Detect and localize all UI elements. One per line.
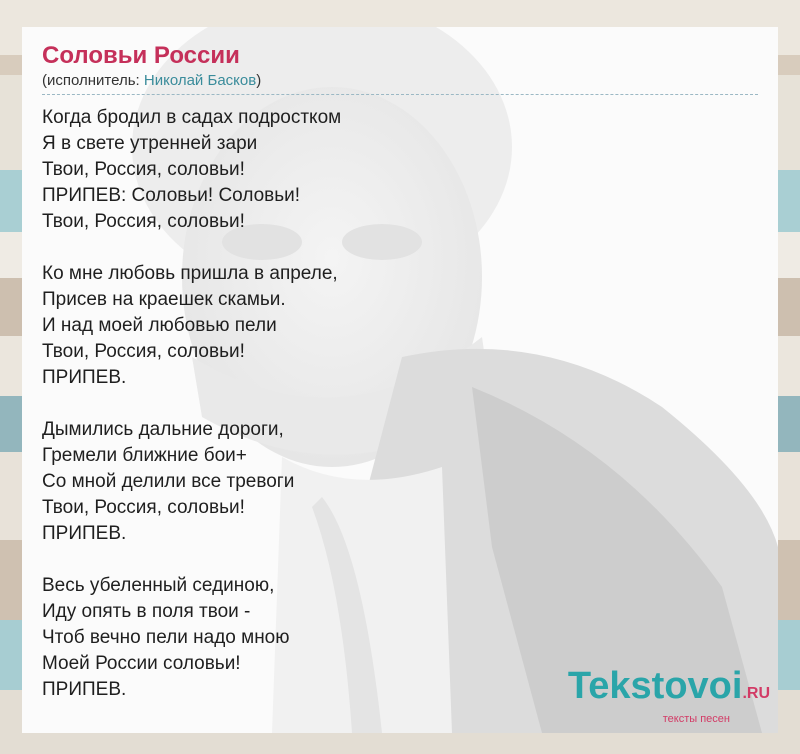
lyric-line: Твои, Россия, соловьи! [42,341,245,362]
lyric-line: ПРИПЕВ: Соловьи! Соловьи! [42,185,301,206]
lyric-blank-line [42,547,758,573]
logo-tld: .RU [742,685,770,702]
logo-name: Tekstovoi [567,665,743,707]
song-title: Соловьи России [42,42,240,69]
lyric-line: Чтоб вечно пели надо мною [42,627,290,648]
lyric-line: ПРИПЕВ. [42,367,127,388]
lyric-line: Ко мне любовь пришла в апреле, [42,263,338,284]
lyrics-text [42,105,758,703]
lyric-line: Я в свете утренней зари [42,133,258,154]
artist-line [42,71,758,95]
lyric-blank-line [42,235,758,261]
lyric-line: Когда бродил в садах подростком [42,107,342,128]
lyric-line: ПРИПЕВ. [42,523,127,544]
lyric-line: Гремели ближние бои+ [42,445,247,466]
song-content [42,41,758,703]
lyric-blank-line [42,391,758,417]
artist-suffix: ) [256,72,262,89]
lyric-line: Присев на краешек скамьи. [42,289,286,310]
lyric-line: Со мной делили все тревоги [42,471,295,492]
lyric-line: И над моей любовью пели [42,315,277,336]
artist-link[interactable]: Николай Басков [143,72,257,89]
lyric-line: Твои, Россия, соловьи! [42,211,245,232]
lyric-line: Дымились дальние дороги, [42,419,284,440]
logo-wordmark [568,667,770,713]
lyric-line: Моей России соловьи! [42,653,241,674]
lyric-line: Иду опять в поля твои - [42,601,251,622]
lyric-line: ПРИПЕВ. [42,679,127,700]
logo-tagline: тексты песен [662,713,730,725]
lyric-line: Весь убеленный сединою, [42,575,275,596]
lyric-line: Твои, Россия, соловьи! [42,497,245,518]
lyric-line: Твои, Россия, соловьи! [42,159,245,180]
lyrics-card [22,27,778,733]
site-logo[interactable] [568,667,770,725]
artist-prefix: (исполнитель: [42,72,144,89]
